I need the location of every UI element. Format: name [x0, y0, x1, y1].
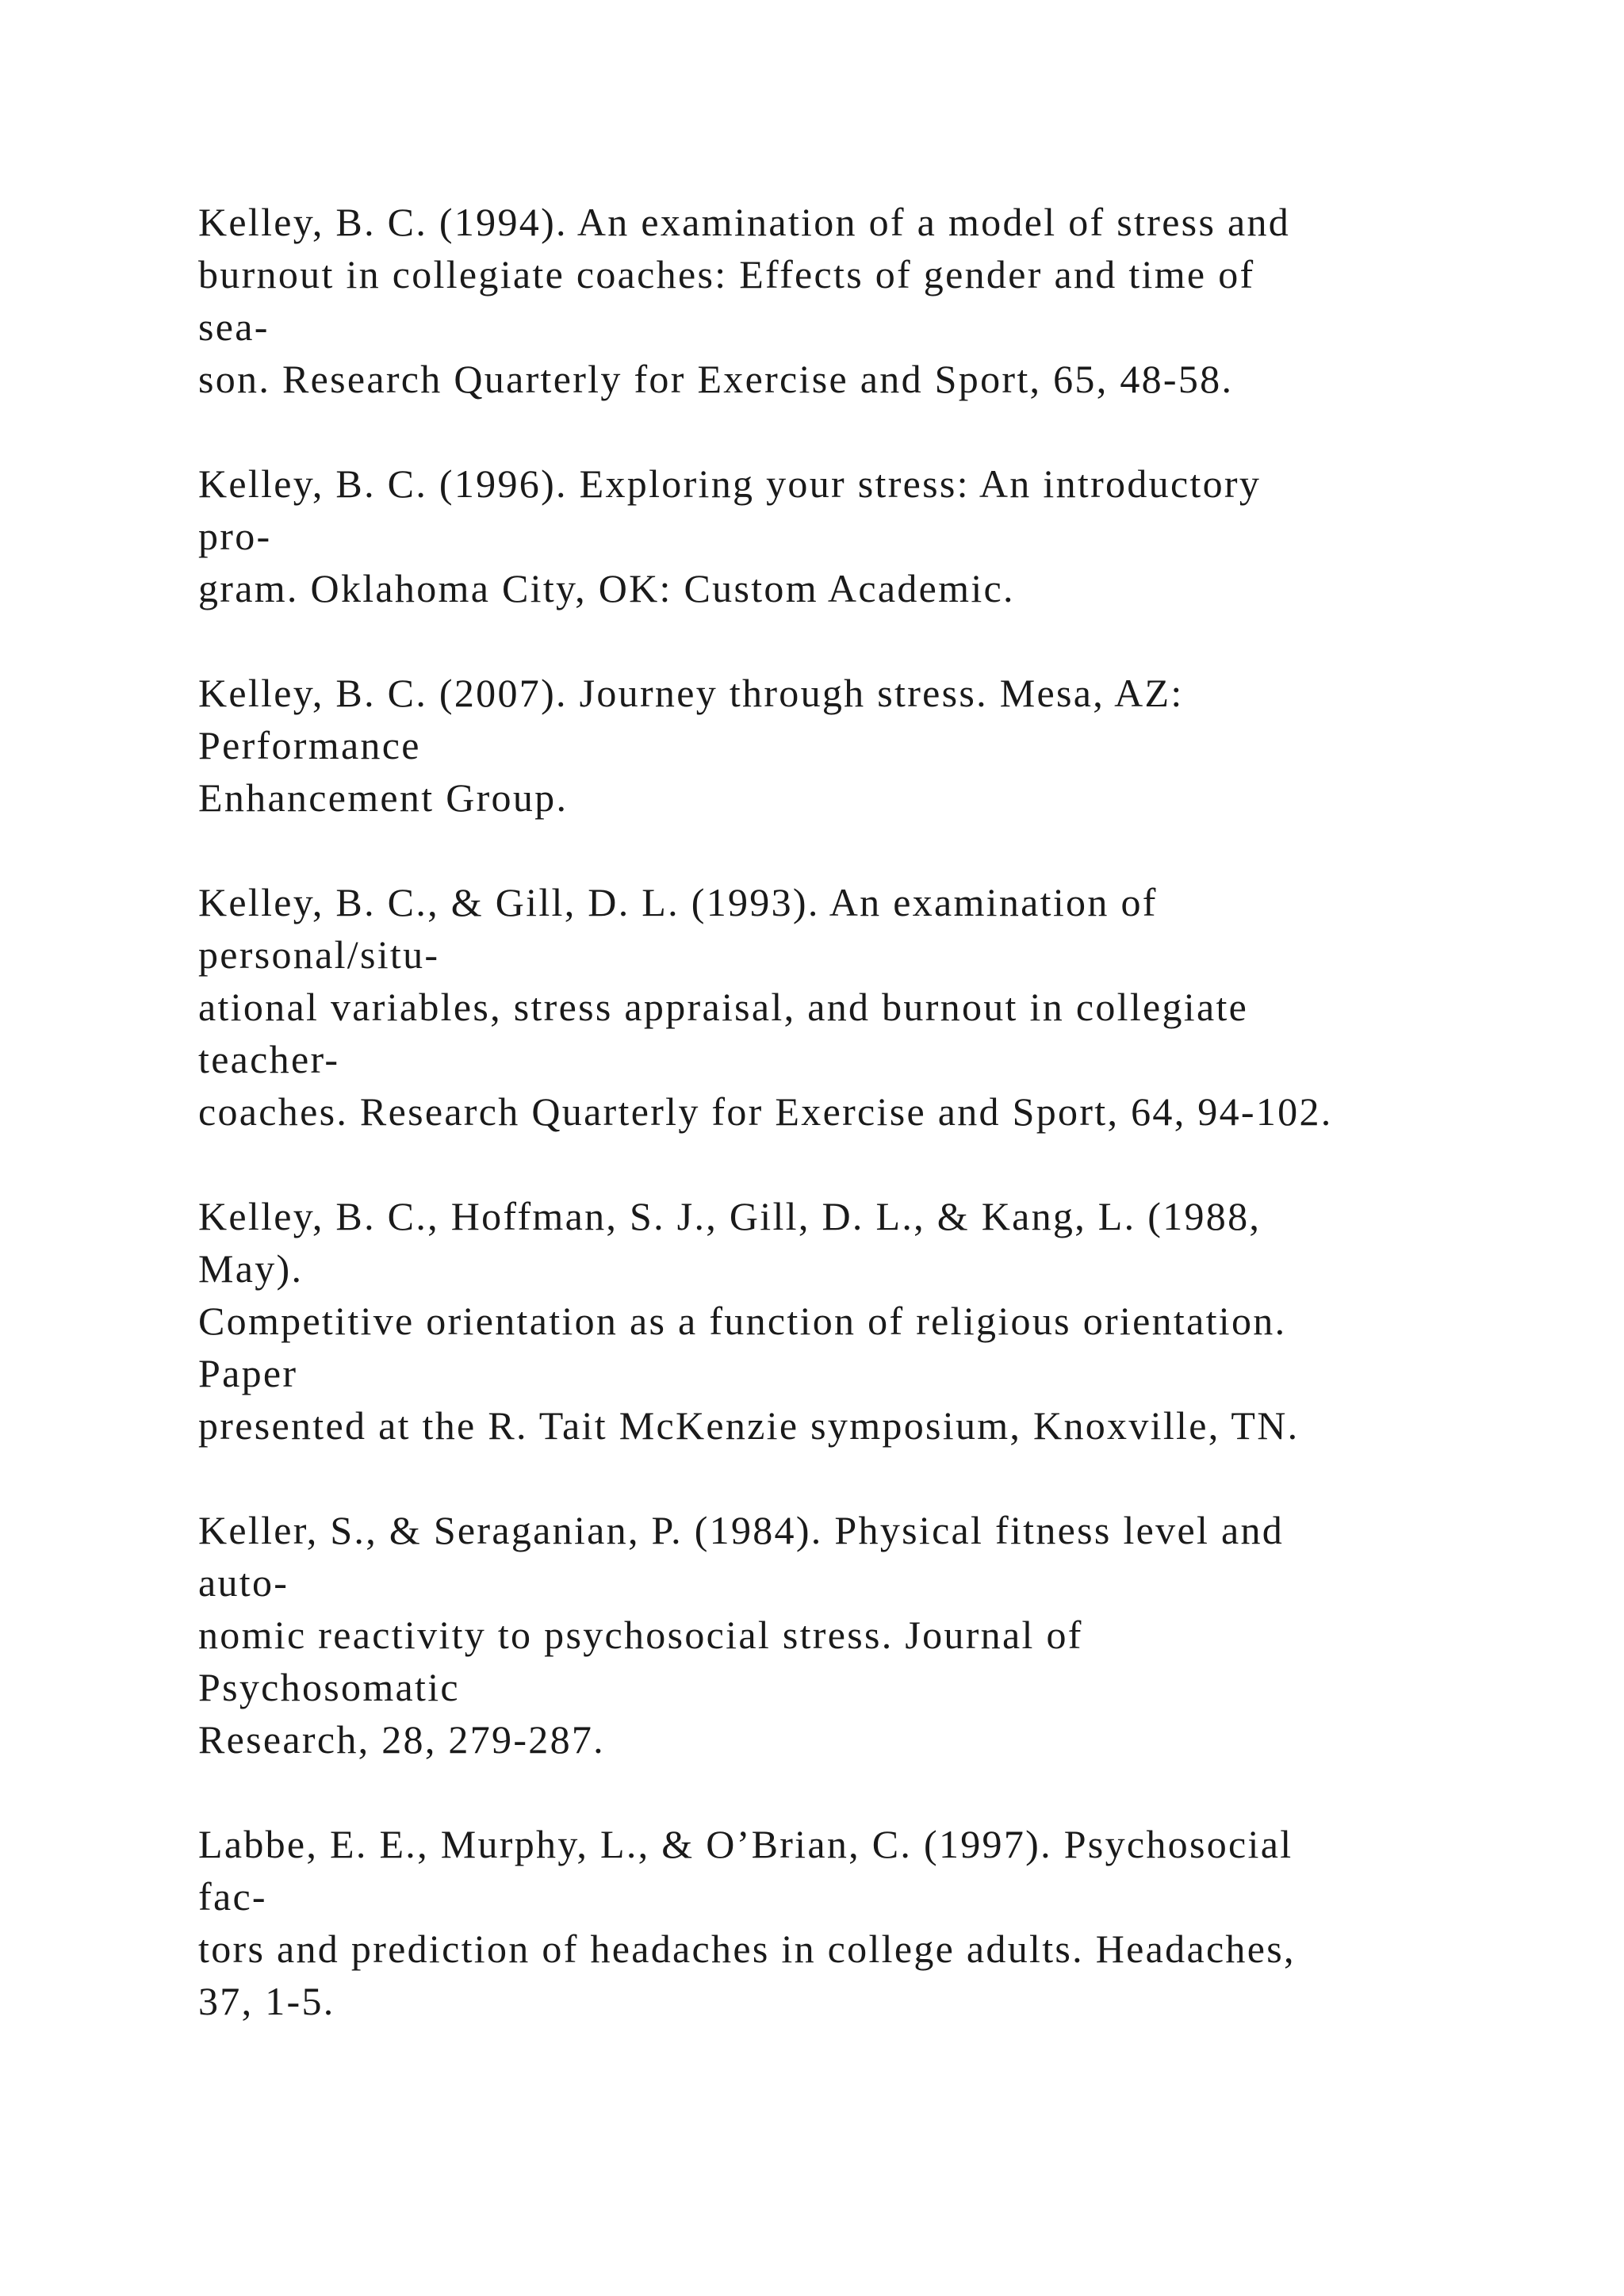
reference-line: presented at the R. Tait McKenzie symposium, Knoxville, TN.: [198, 1403, 1300, 1448]
reference-entry: [198, 1818, 1546, 2027]
reference-line: sea-: [198, 304, 270, 349]
reference-entry: [198, 1190, 1546, 1452]
reference-entry: [198, 457, 1546, 614]
reference-line: May).: [198, 1246, 304, 1291]
reference-line: Kelley, B. C., & Gill, D. L. (1993). An examination of: [198, 880, 1158, 924]
reference-line: 37, 1-5.: [198, 1979, 335, 2023]
reference-line: Enhancement Group.: [198, 775, 569, 820]
reference-line: fac-: [198, 1874, 267, 1919]
reference-line: teacher-: [198, 1037, 340, 1081]
reference-line: Research, 28, 279-287.: [198, 1717, 605, 1762]
reference-line: gram. Oklahoma City, OK: Custom Academic.: [198, 566, 1015, 610]
reference-line: tors and prediction of headaches in college adults. Headaches,: [198, 1927, 1296, 1971]
reference-line: Psychosomatic: [198, 1665, 460, 1709]
reference-list: [198, 196, 1546, 2080]
reference-line: auto-: [198, 1560, 289, 1605]
reference-line: son. Research Quarterly for Exercise and Sport, 65, 48-58.: [198, 357, 1234, 401]
reference-line: Performance: [198, 723, 421, 767]
reference-line: personal/situ-: [198, 932, 440, 977]
reference-line: Paper: [198, 1351, 298, 1395]
reference-entry: [198, 1504, 1546, 1766]
reference-line: Kelley, B. C., Hoffman, S. J., Gill, D. L., & Kang, L. (1988,: [198, 1194, 1262, 1238]
reference-line: Kelley, B. C. (2007). Journey through stress. Mesa, AZ:: [198, 671, 1184, 715]
reference-line: Competitive orientation as a function of religious orientation.: [198, 1299, 1287, 1343]
reference-entry: [198, 876, 1546, 1138]
reference-line: Keller, S., & Seraganian, P. (1984). Physical fitness level and: [198, 1508, 1285, 1552]
reference-line: Kelley, B. C. (1994). An examination of a model of stress and: [198, 200, 1291, 244]
reference-line: coaches. Research Quarterly for Exercise and Sport, 64, 94-102.: [198, 1089, 1333, 1134]
reference-line: Labbe, E. E., Murphy, L., & O’Brian, C. (1997). Psychosocial: [198, 1822, 1293, 1866]
reference-entry: [198, 196, 1546, 405]
reference-entry: [198, 667, 1546, 824]
reference-line: ational variables, stress appraisal, and burnout in collegiate: [198, 985, 1249, 1029]
reference-line: Kelley, B. C. (1996). Exploring your stress: An introductory: [198, 461, 1262, 506]
reference-line: burnout in collegiate coaches: Effects of gender and time of: [198, 252, 1255, 297]
reference-line: pro-: [198, 514, 272, 558]
reference-line: nomic reactivity to psychosocial stress. Journal of: [198, 1613, 1083, 1657]
